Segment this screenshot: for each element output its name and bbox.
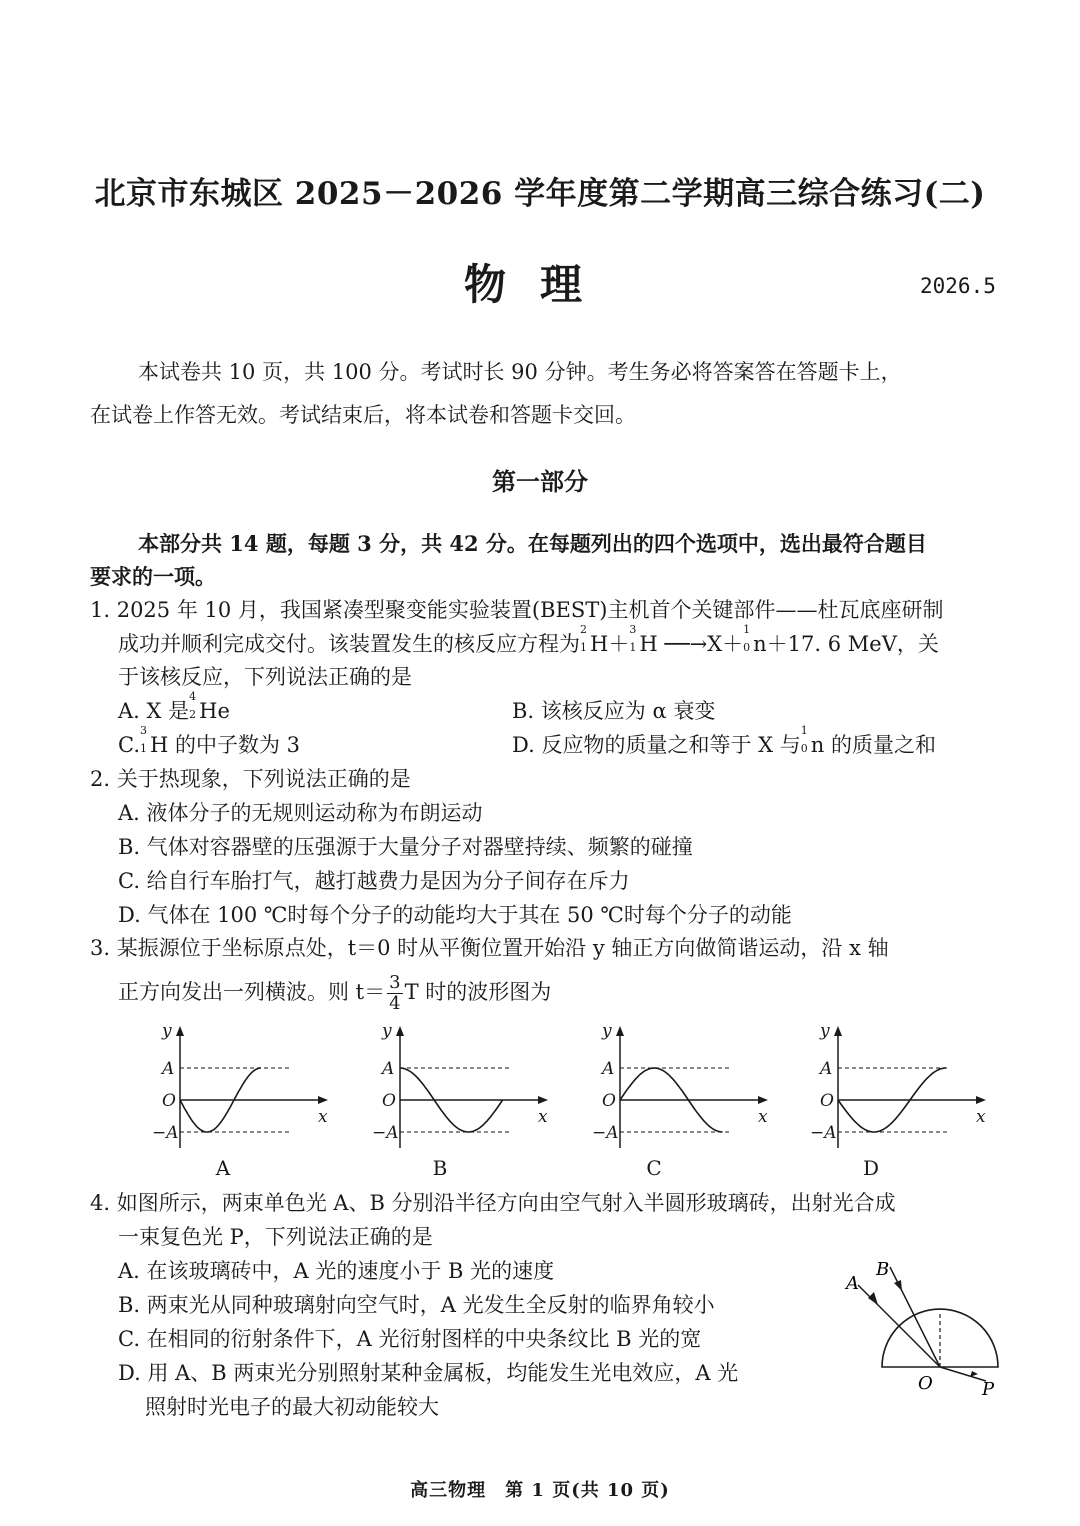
x-axis-label: x (538, 1107, 548, 1127)
isotope-he: 4 2 (189, 690, 197, 721)
y-axis-arrow (616, 1026, 624, 1036)
y-axis-label: y (602, 1021, 612, 1041)
graph-label-a: A (215, 1156, 231, 1180)
semicircle-glass-figure (830, 1255, 1020, 1399)
q4-option-d-line-2: 照射时光电子的最大初动能较大 (145, 1395, 439, 1419)
graph-label-c: C (646, 1156, 662, 1180)
q2-stem: 2. 关于热现象，下列说法正确的是 (90, 767, 411, 791)
wave-graph-b (368, 1021, 548, 1156)
section-title: 第一部分 (492, 467, 588, 496)
amplitude-label: A (602, 1059, 615, 1079)
arrow-b (894, 1280, 902, 1291)
x-axis-arrow (758, 1096, 768, 1104)
y-axis-label: y (382, 1021, 392, 1041)
q4-option-b: B. 两束光从同种玻璃射向空气时，A 光发生全反射的临界角较小 (118, 1293, 715, 1317)
wave-graph-a (148, 1021, 328, 1156)
wave-graph-d (806, 1021, 986, 1156)
origin-label: O (602, 1091, 616, 1111)
q1-line-1: 1. 2025 年 10 月，我国紧凑型聚变能实验装置(BEST)主机首个关键部件——杜瓦底座研制 (90, 598, 944, 622)
wave-graph-svg (806, 1021, 986, 1152)
q1-option-a: A. X 是 4 2 He (118, 690, 230, 723)
neg-amplitude-label: −A (152, 1123, 179, 1143)
y-axis-label: y (820, 1021, 830, 1041)
amplitude-label: A (162, 1059, 175, 1079)
neg-amplitude-label: −A (810, 1123, 837, 1143)
amplitude-label: A (820, 1059, 833, 1079)
x-axis-label: x (758, 1107, 768, 1127)
y-axis-arrow (176, 1026, 184, 1036)
section-instruction-2: 要求的一项。 (90, 564, 216, 589)
q4-option-a: A. 在该玻璃砖中，A 光的速度小于 B 光的速度 (118, 1259, 555, 1283)
q1-line-2: 成功并顺利完成交付。该装置发生的核反应方程为 2 1 H＋ 3 1 H ──→X＋ 1 0 n＋17. 6 MeV，关 (118, 623, 939, 656)
amplitude-label: A (382, 1059, 395, 1079)
q2-option-c: C. 给自行车胎打气，越打越费力是因为分子间存在斥力 (118, 869, 630, 893)
y-axis-arrow (396, 1026, 404, 1036)
intro-line-2: 在试卷上作答无效。考试结束后，将本试卷和答题卡交回。 (90, 403, 636, 427)
section-instruction-1: 本部分共 14 题，每题 3 分，共 42 分。在每题列出的四个选项中，选出最符合题目 (138, 531, 927, 556)
subject-title: 物理 (463, 260, 616, 309)
wave-graph-svg (148, 1021, 328, 1152)
q3-line-2: 正方向发出一列横波。则 t＝ $\frac{3}{4}$ T 时的波形图为 (118, 972, 552, 1014)
q1-option-b: B. 该核反应为 α 衰变 (512, 699, 716, 723)
exam-date: 2026.5 (920, 274, 996, 298)
q1-line-2-text: 成功并顺利完成交付。该装置发生的核反应方程为 (118, 632, 580, 656)
label-p: P (982, 1379, 995, 1395)
y-axis-arrow (834, 1026, 842, 1036)
arrow-p (970, 1371, 978, 1377)
ray-p (940, 1367, 986, 1381)
neg-amplitude-label: −A (592, 1123, 619, 1143)
q4-line-2: 一束复色光 P，下列说法正确的是 (118, 1225, 433, 1249)
label-a: A (846, 1273, 859, 1294)
exam-title: 北京市东城区 2025－2026 学年度第二学期高三综合练习(二) (94, 176, 986, 212)
isotope-h3: 3 1 (629, 623, 637, 654)
wave-graph-svg (368, 1021, 548, 1152)
q4-line-1: 4. 如图所示，两束单色光 A、B 分别沿半径方向由空气射入半圆形玻璃砖，出射光合成 (90, 1191, 896, 1215)
intro-line-1: 本试卷共 10 页，共 100 分。考试时长 90 分钟。考生务必将答案答在答题卡上， (138, 360, 902, 384)
x-axis-label: x (976, 1107, 986, 1127)
wave-graph-c (588, 1021, 768, 1156)
q4-option-d-line-1: D. 用 A、B 两束光分别照射某种金属板，均能发生光电效应，A 光 (118, 1361, 739, 1385)
q3-line-1: 3. 某振源位于坐标原点处，t＝0 时从平衡位置开始沿 y 轴正方向做简谐运动，沿 x 轴 (90, 936, 889, 960)
q2-option-b: B. 气体对容器壁的压强源于大量分子对器壁持续、频繁的碰撞 (118, 835, 693, 859)
x-axis-arrow (538, 1096, 548, 1104)
x-axis-label: x (318, 1107, 328, 1127)
origin-label: O (382, 1091, 396, 1111)
origin-label: O (162, 1091, 176, 1111)
graph-label-d: D (862, 1156, 880, 1180)
x-axis-arrow (318, 1096, 328, 1104)
neg-amplitude-label: −A (372, 1123, 399, 1143)
wave-graph-svg (588, 1021, 768, 1152)
isotope-h3: 3 1 (140, 724, 147, 755)
y-axis-label: y (162, 1021, 172, 1041)
isotope-n: 1 0 (800, 724, 808, 755)
graph-label-b: B (432, 1156, 448, 1180)
q4-option-c: C. 在相同的衍射条件下，A 光衍射图样的中央条纹比 B 光的宽 (118, 1327, 702, 1351)
isotope-h2: 2 1 (580, 623, 587, 654)
q1-option-d: D. 反应物的质量之和等于 X 与 1 0 n 的质量之和 (512, 724, 936, 757)
fraction: $\frac{3}{4}$ (389, 972, 401, 1014)
label-b: B (876, 1259, 890, 1280)
x-axis-arrow (976, 1096, 986, 1104)
q2-option-d: D. 气体在 100 ℃时每个分子的动能均大于其在 50 ℃时每个分子的动能 (118, 903, 792, 927)
q2-option-a: A. 液体分子的无规则运动称为布朗运动 (118, 801, 483, 825)
label-o: O (918, 1373, 933, 1394)
q1-option-c: C. 3 1 H 的中子数为 3 (118, 724, 301, 757)
q1-line-3: 于该核反应，下列说法正确的是 (118, 665, 412, 689)
origin-label: O (820, 1091, 834, 1111)
arrow-a (868, 1292, 878, 1305)
isotope-n: 1 0 (743, 623, 751, 654)
page-footer: 高三物理 第 1 页(共 10 页) (410, 1480, 670, 1501)
optics-diagram (830, 1255, 1020, 1395)
